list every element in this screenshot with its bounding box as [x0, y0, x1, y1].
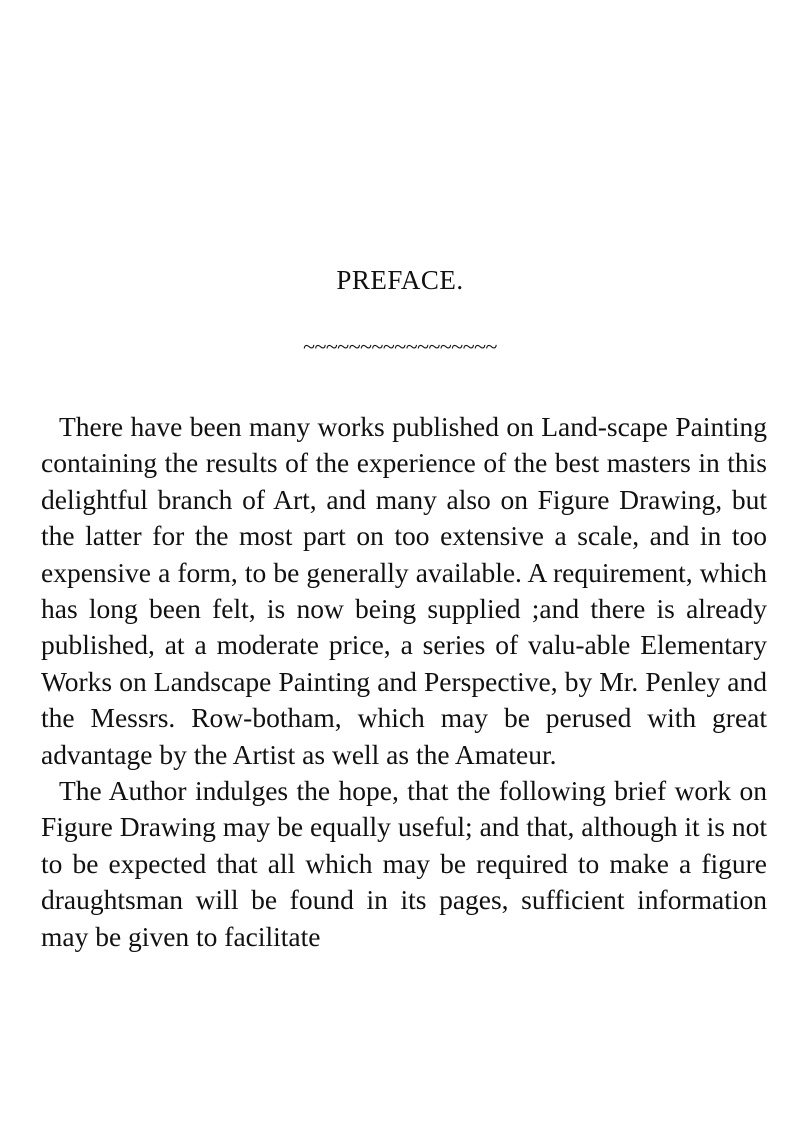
page-title: PREFACE.	[336, 265, 464, 295]
paragraph-2: The Author indulges the hope, that the following brief work on Figure Drawing may be equally useful; and that, although it is not to be expected that all which may be required to make a figure draughtsman will be found in its pages, sufficient information may be given to facilitate	[41, 775, 767, 952]
paragraph-1: There have been many works published on Land-scape Painting containing the results of the experience of the best masters in this delightful branch of Art, and many also on Figure Drawing, but the latter for the most part on too extensive a scale, and in too expensive a form, to be generally available. A requirement, which has long been felt, is now being supplied ;and there is already published, at a moderate price, a series of valu-able Elementary Works on Landscape Painting and Perspective, by Mr. Penley and the Messrs. Row-botham, which may be perused with great advantage by the Artist as well as the Amateur.	[41, 411, 767, 770]
ornamental-divider: ~~~~~~~~~~~~~~~~~	[303, 334, 497, 359]
preface-body	[41, 409, 767, 955]
